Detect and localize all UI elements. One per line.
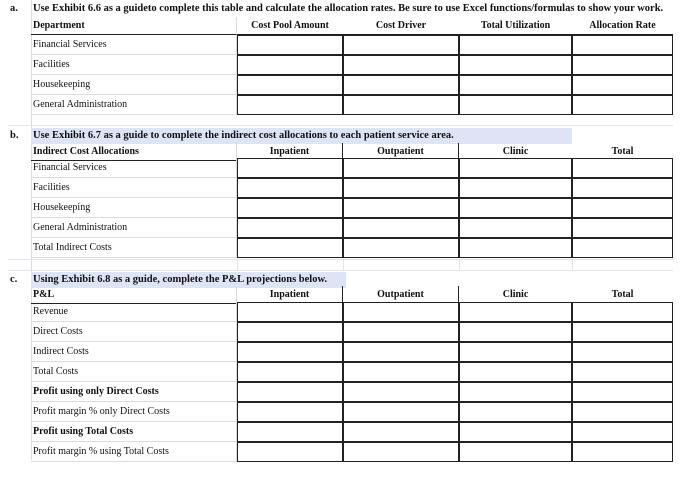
input-cell[interactable] (459, 342, 572, 362)
input-cell[interactable] (459, 75, 572, 95)
input-cell[interactable] (572, 198, 673, 218)
row-label-profit-margin-total: Profit margin % using Total Costs (31, 442, 237, 462)
input-cell[interactable] (572, 402, 673, 422)
input-cell[interactable] (237, 218, 343, 238)
input-cell[interactable] (572, 35, 673, 55)
input-cell[interactable] (572, 442, 673, 462)
row-label-general-administration: General Administration (31, 95, 237, 115)
input-cell[interactable] (572, 95, 673, 115)
section-c-instruction: Using Exhibit 6.8 as a guide, complete the P&L projections below. (31, 272, 346, 288)
input-cell[interactable] (459, 158, 572, 178)
input-cell[interactable] (459, 95, 572, 115)
header-clinic: Clinic (459, 286, 572, 304)
grid-divider (8, 270, 673, 271)
header-outpatient: Outpatient (343, 286, 459, 304)
row-label-general-administration: General Administration (31, 218, 237, 238)
grid-divider (8, 259, 673, 260)
row-label-total-costs: Total Costs (31, 362, 237, 382)
grid-divider (8, 125, 673, 126)
input-cell[interactable] (572, 55, 673, 75)
header-department: Department (31, 17, 237, 35)
row-label-housekeeping: Housekeeping (31, 198, 237, 218)
header-cost-pool-amount: Cost Pool Amount (237, 17, 343, 35)
input-cell[interactable] (459, 362, 572, 382)
input-cell[interactable] (572, 362, 673, 382)
input-cell[interactable] (237, 302, 343, 322)
header-inpatient: Inpatient (237, 143, 343, 161)
input-cell[interactable] (459, 55, 572, 75)
input-cell[interactable] (459, 238, 572, 258)
input-cell[interactable] (237, 238, 343, 258)
input-cell[interactable] (237, 55, 343, 75)
input-cell[interactable] (572, 382, 673, 402)
row-label-direct-costs: Direct Costs (31, 322, 237, 342)
input-cell[interactable] (343, 422, 459, 442)
header-cost-driver: Cost Driver (343, 17, 459, 35)
input-cell[interactable] (572, 178, 673, 198)
row-label-indirect-costs: Indirect Costs (31, 342, 237, 362)
section-a-letter: a. (10, 3, 18, 14)
input-cell[interactable] (343, 158, 459, 178)
section-b-instruction: Use Exhibit 6.7 as a guide to complete the indirect cost allocations to each patient service area. (31, 128, 572, 144)
input-cell[interactable] (237, 198, 343, 218)
row-label-total-indirect-costs: Total Indirect Costs (31, 238, 237, 258)
header-pl: P&L (31, 286, 237, 304)
section-c-letter: c. (10, 274, 18, 285)
input-cell[interactable] (237, 442, 343, 462)
section-b-letter: b. (10, 130, 19, 141)
row-number-column (8, 0, 32, 460)
input-cell[interactable] (572, 238, 673, 258)
input-cell[interactable] (343, 198, 459, 218)
input-cell[interactable] (237, 35, 343, 55)
input-cell[interactable] (237, 342, 343, 362)
input-cell[interactable] (237, 402, 343, 422)
input-cell[interactable] (343, 55, 459, 75)
input-cell[interactable] (237, 322, 343, 342)
input-cell[interactable] (459, 198, 572, 218)
header-total: Total (572, 143, 673, 161)
input-cell[interactable] (343, 238, 459, 258)
input-cell[interactable] (343, 322, 459, 342)
input-cell[interactable] (459, 302, 572, 322)
input-cell[interactable] (459, 35, 572, 55)
input-cell[interactable] (343, 402, 459, 422)
input-cell[interactable] (459, 382, 572, 402)
input-cell[interactable] (237, 178, 343, 198)
input-cell[interactable] (237, 422, 343, 442)
input-cell[interactable] (572, 302, 673, 322)
input-cell[interactable] (343, 218, 459, 238)
row-label-financial-services: Financial Services (31, 158, 237, 178)
input-cell[interactable] (343, 302, 459, 322)
row-label-profit-margin-direct: Profit margin % only Direct Costs (31, 402, 237, 422)
section-a-instruction: Use Exhibit 6.6 as a guideto complete this table and calculate the allocation rates. Be sure to use Excel functions/formulas to show your work. (33, 3, 664, 14)
header-indirect-cost-allocations: Indirect Cost Allocations (31, 143, 237, 161)
input-cell[interactable] (459, 218, 572, 238)
header-allocation-rate: Allocation Rate (572, 17, 673, 35)
input-cell[interactable] (572, 75, 673, 95)
header-total: Total (572, 286, 673, 304)
input-cell[interactable] (459, 402, 572, 422)
input-cell[interactable] (343, 95, 459, 115)
input-cell[interactable] (459, 322, 572, 342)
input-cell[interactable] (343, 35, 459, 55)
input-cell[interactable] (572, 158, 673, 178)
input-cell[interactable] (572, 218, 673, 238)
input-cell[interactable] (343, 342, 459, 362)
input-cell[interactable] (572, 422, 673, 442)
input-cell[interactable] (459, 442, 572, 462)
input-cell[interactable] (343, 442, 459, 462)
row-label-financial-services: Financial Services (31, 35, 237, 55)
header-outpatient: Outpatient (343, 143, 459, 161)
input-cell[interactable] (572, 322, 673, 342)
header-inpatient: Inpatient (237, 286, 343, 304)
row-label-facilities: Facilities (31, 178, 237, 198)
header-total-utilization: Total Utilization (459, 17, 572, 35)
input-cell[interactable] (343, 75, 459, 95)
input-cell[interactable] (572, 342, 673, 362)
input-cell[interactable] (237, 75, 343, 95)
input-cell[interactable] (343, 382, 459, 402)
input-cell[interactable] (459, 422, 572, 442)
input-cell[interactable] (343, 362, 459, 382)
input-cell[interactable] (237, 362, 343, 382)
row-label-revenue: Revenue (31, 302, 237, 322)
header-clinic: Clinic (459, 143, 572, 161)
input-cell[interactable] (237, 158, 343, 178)
row-label-housekeeping: Housekeeping (31, 75, 237, 95)
row-label-facilities: Facilities (31, 55, 237, 75)
input-cell[interactable] (343, 178, 459, 198)
input-cell[interactable] (459, 178, 572, 198)
row-label-profit-direct-costs: Profit using only Direct Costs (31, 382, 237, 402)
row-label-profit-total-costs: Profit using Total Costs (31, 422, 237, 442)
input-cell[interactable] (237, 95, 343, 115)
input-cell[interactable] (237, 382, 343, 402)
